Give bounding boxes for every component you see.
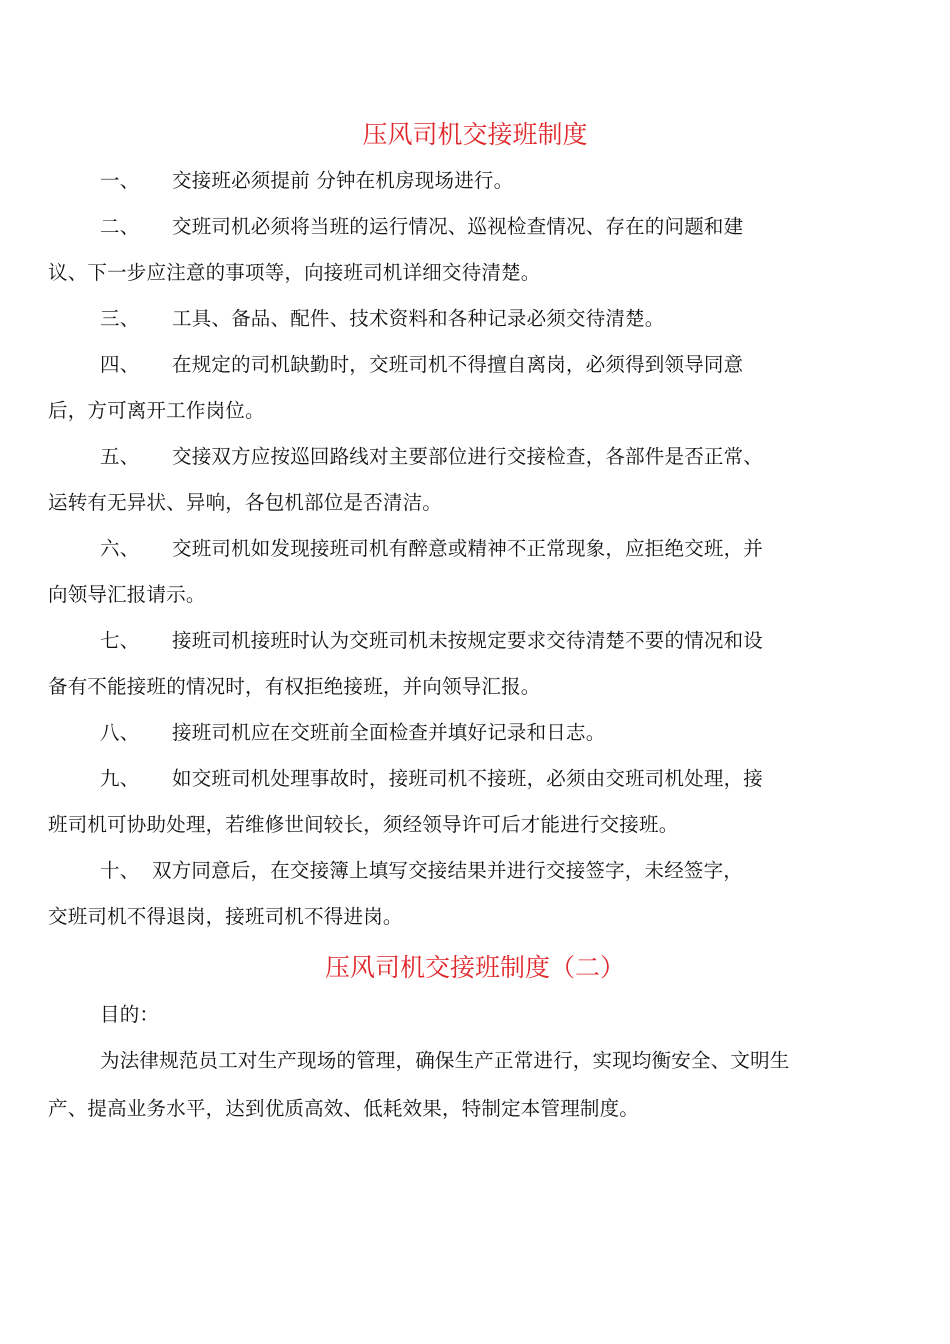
purpose-label: 目的： (100, 1003, 160, 1026)
item-3 (100, 306, 665, 332)
item-text: 交班司机必须将当班的运行情况、巡视检查情况、存在的问题和建 (172, 215, 744, 238)
item-10-continuation: 交班司机不得退岗，接班司机不得进岗。 (48, 905, 403, 928)
section-title: 压风司机交接班制度（二） (324, 953, 625, 982)
item-2-continuation: 议、下一步应注意的事项等，向接班司机详细交待清楚。 (48, 261, 541, 284)
item-number: 二、 (100, 215, 140, 238)
item-number: 三、 (100, 307, 140, 330)
item-text: 交接双方应按巡回路线对主要部位进行交接检查，各部件是否正常、 (172, 445, 764, 468)
item-5-continuation: 运转有无异状、异响，各包机部位是否清洁。 (48, 491, 443, 514)
item-number: 五、 (100, 445, 140, 468)
item-text: 交班司机如发现接班司机有醉意或精神不正常现象，应拒绝交班，并 (172, 537, 764, 560)
item-10 (100, 858, 743, 884)
item-2 (100, 214, 743, 240)
item-number: 七、 (100, 629, 140, 652)
purpose-text: 为法律规范员工对生产现场的管理，确保生产正常进行，实现均衡安全、文明生 (100, 1049, 790, 1072)
item-text: 交接班必须提前 分钟在机房现场进行。 (172, 169, 514, 192)
item-5 (100, 444, 763, 470)
item-number: 六、 (100, 537, 140, 560)
item-number: 四、 (100, 353, 140, 376)
item-number: 十、 (100, 859, 140, 882)
item-number: 一、 (100, 169, 140, 192)
item-number: 九、 (100, 767, 140, 790)
item-text: 在规定的司机缺勤时，交班司机不得擅自离岗，必须得到领导同意 (172, 353, 744, 376)
item-7 (100, 628, 763, 654)
item-8 (100, 720, 605, 746)
item-4 (100, 352, 743, 378)
item-7-continuation: 备有不能接班的情况时，有权拒绝接班，并向领导汇报。 (48, 675, 541, 698)
item-text: 接班司机接班时认为交班司机未按规定要求交待清楚不要的情况和设 (172, 629, 764, 652)
item-text: 双方同意后，在交接簿上填写交接结果并进行交接签字，未经签字， (152, 859, 744, 882)
item-1 (100, 168, 513, 194)
item-9 (100, 766, 763, 792)
document-title: 压风司机交接班制度 (362, 120, 588, 149)
purpose-text-continuation: 产、提高业务水平，达到优质高效、低耗效果，特制定本管理制度。 (48, 1097, 640, 1120)
item-4-continuation: 后，方可离开工作岗位。 (48, 399, 265, 422)
item-6 (100, 536, 763, 562)
item-text: 工具、备品、配件、技术资料和各种记录必须交待清楚。 (172, 307, 665, 330)
item-9-continuation: 班司机可协助处理，若维修世间较长，须经领导许可后才能进行交接班。 (48, 813, 679, 836)
item-text: 接班司机应在交班前全面检查并填好记录和日志。 (172, 721, 606, 744)
item-text: 如交班司机处理事故时，接班司机不接班，必须由交班司机处理，接 (172, 767, 764, 790)
item-6-continuation: 向领导汇报请示。 (48, 583, 206, 606)
item-number: 八、 (100, 721, 140, 744)
